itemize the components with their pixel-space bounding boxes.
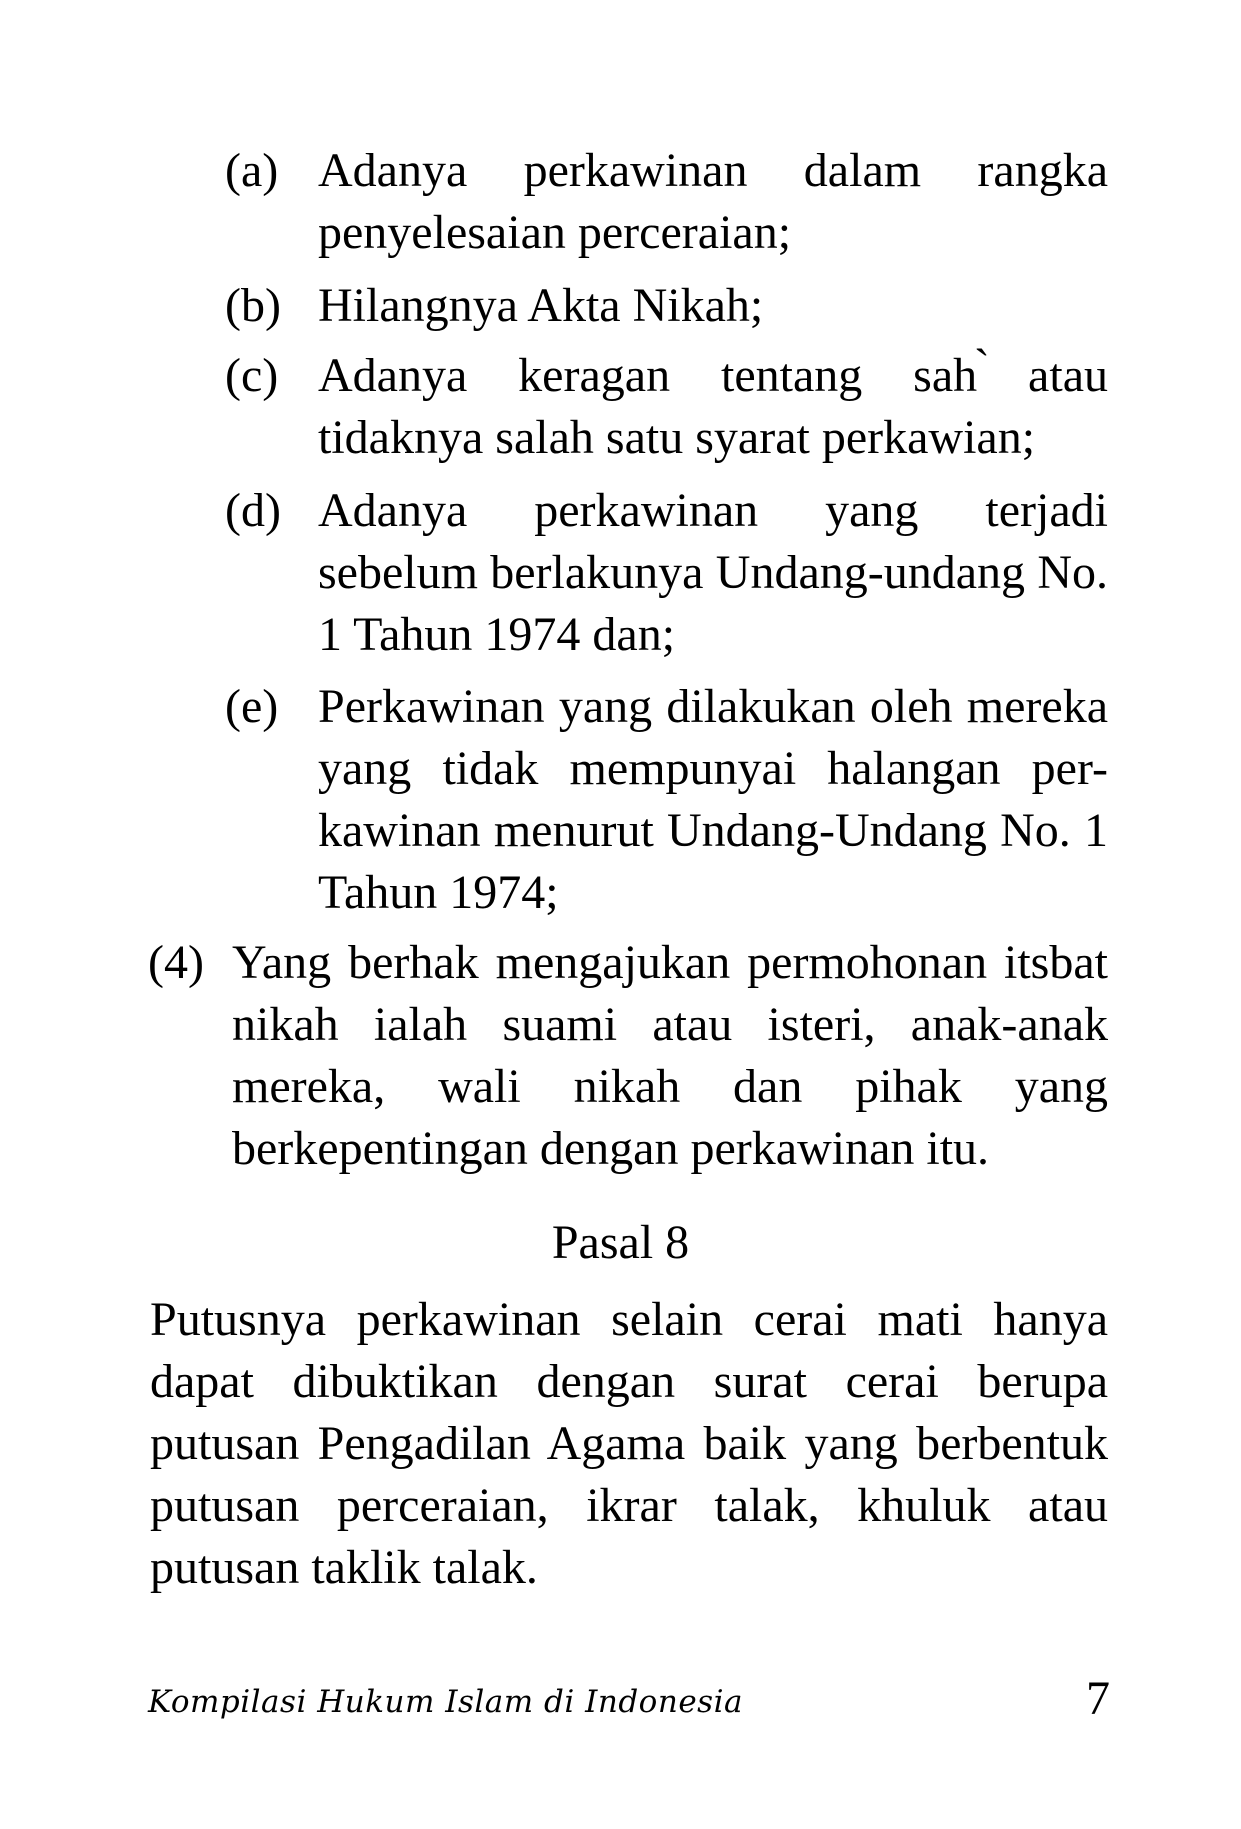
list-item-label-b: (b) (225, 279, 281, 332)
section-heading: Pasal 8 (551, 1216, 690, 1269)
list-item-label-e: (e) (225, 680, 279, 733)
list-item-label-d: (d) (225, 484, 281, 537)
list-item-label-a: (a) (225, 144, 279, 197)
numbered-item-label: (4) (148, 936, 204, 989)
running-footer-title: Kompilasi Hukum Islam di Indonesia (148, 1684, 743, 1720)
list-item-label-c: (c) (225, 349, 279, 402)
list-item-text-d: Adanya perkawinan yang terjadi sebelum berlakunya Undang-undang No. 1 Tahun 1974 dan; (318, 484, 1108, 661)
list-item-text-b: Hilangnya Akta Nikah; (318, 279, 764, 332)
numbered-item-text: Yang berhak mengajukan permohonan itsbat nikah ialah suami atau isteri, anak-anak mereka, wali nikah dan pihak yang berkepentingan dengan perkawinan itu. (232, 936, 1108, 1175)
list-item-text-a: Adanya perkawinan dalam rangka penyelesaian perceraian; (318, 144, 1108, 259)
section-body: Putusnya perkawinan selain cerai mati hanya dapat dibuktikan dengan surat cerai berupa putusan Pengadilan Agama baik yang berbentuk putusan perceraian, ikrar talak, khuluk atau putusan taklik talak. (150, 1293, 1108, 1594)
page-number: 7 (1086, 1672, 1110, 1725)
list-item-text-c: Adanya keragan tentang sah ̀atau tidaknya salah satu syarat perkawian; (318, 349, 1108, 464)
list-item-text-e: Perkawinan yang dilakukan oleh mereka yang tidak mempunyai halangan per-kawinan menurut Undang-Undang No. 1 Tahun 1974; (318, 680, 1108, 919)
